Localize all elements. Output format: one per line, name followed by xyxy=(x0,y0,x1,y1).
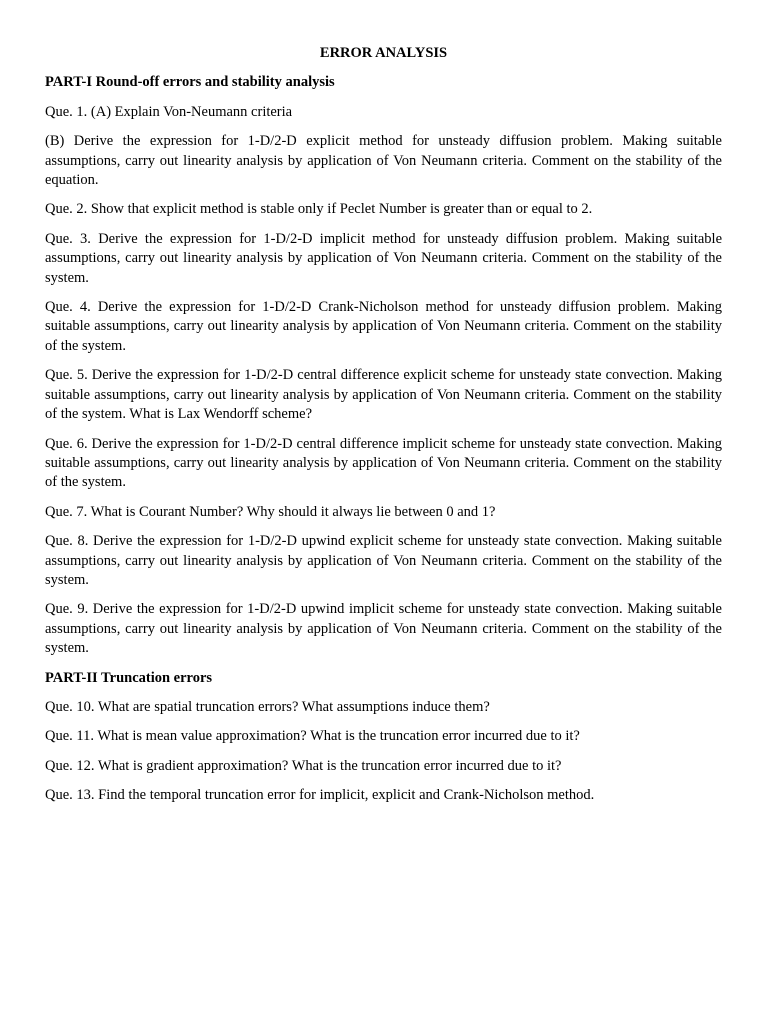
question-12: Que. 12. What is gradient approximation? What is the truncation error incurred due to it? xyxy=(45,757,562,774)
part-2-heading: PART-II Truncation errors xyxy=(45,669,213,686)
part-1-heading: PART-I Round-off errors and stability analysis xyxy=(45,74,335,91)
question-3: Que. 3. Derive the expression for 1-D/2-D implicit method for unsteady diffusion problem. Making suitable assumptions, carry out linearity analysis by application of Von Neumann criteria. Comment on the stability of the system. xyxy=(45,230,722,286)
question-1a: Que. 1. (A) Explain Von-Neumann criteria xyxy=(45,103,293,120)
question-2: Que. 2. Show that explicit method is stable only if Peclet Number is greater than or equal to 2. xyxy=(45,201,593,218)
question-9: Que. 9. Derive the expression for 1-D/2-D upwind implicit scheme for unsteady state convection. Making suitable assumptions, carry out linearity analysis by application of Von Neumann criteria. Comment on the stability of the system. xyxy=(45,601,722,657)
document-title: ERROR ANALYSIS xyxy=(319,45,448,61)
question-1b: (B) Derive the expression for 1-D/2-D explicit method for unsteady diffusion problem. Making suitable assumptions, carry out linearity analysis by application of Von Neumann criteria. Comment on the stability of the equation. xyxy=(45,133,722,189)
document-page xyxy=(45,44,722,816)
question-10: Que. 10. What are spatial truncation errors? What assumptions induce them? xyxy=(45,698,490,715)
question-11: Que. 11. What is mean value approximation? What is the truncation error incurred due to it? xyxy=(45,728,580,745)
question-4: Que. 4. Derive the expression for 1-D/2-D Crank-Nicholson method for unsteady diffusion problem. Making suitable assumptions, carry out linearity analysis by application of Von Neumann criteria. Comment on the stability of the system. xyxy=(45,299,722,354)
question-5: Que. 5. Derive the expression for 1-D/2-D central difference explicit scheme for unsteady state convection. Making suitable assumptions, carry out linearity analysis by application of Von Neumann criteria. Comment on the stability of the system. What is Lax Wendorff scheme? xyxy=(45,367,722,423)
question-8: Que. 8. Derive the expression for 1-D/2-D upwind explicit scheme for unsteady state convection. Making suitable assumptions, carry out linearity analysis by application of Von Neumann criteria. Comment on the stability of the system. xyxy=(45,533,722,588)
question-7: Que. 7. What is Courant Number? Why should it always lie between 0 and 1? xyxy=(45,503,496,520)
question-13: Que. 13. Find the temporal truncation error for implicit, explicit and Crank-Nicholson method. xyxy=(45,787,595,804)
question-6: Que. 6. Derive the expression for 1-D/2-D central difference implicit scheme for unsteady state convection. Making suitable assumptions, carry out linearity analysis by application of Von Neumann criteria. Comment on the stability of the system. xyxy=(45,435,722,491)
